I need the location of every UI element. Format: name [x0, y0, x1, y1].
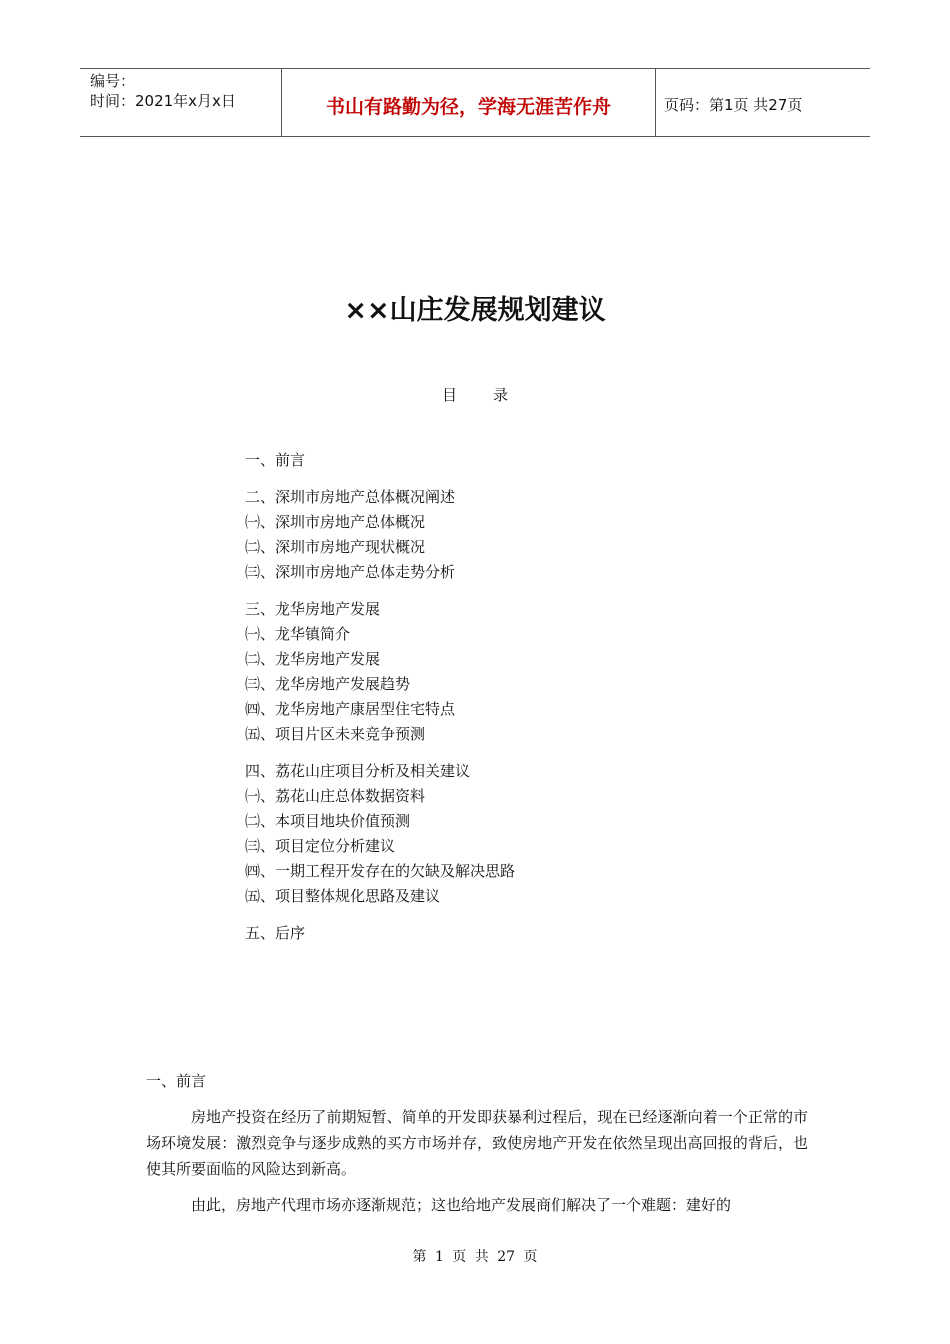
toc-heading: 目录 [441, 386, 544, 404]
document-title: ××山庄发展规划建议 [344, 295, 606, 326]
toc-item[interactable]: ㈤、项目整体规化思路及建议 [245, 887, 441, 905]
header-divider-right [655, 68, 656, 136]
toc-item[interactable]: ㈢、深圳市房地产总体走势分析 [245, 563, 456, 581]
toc-item[interactable]: ㈡、龙华房地产发展 [245, 650, 381, 668]
toc-item[interactable]: ㈡、深圳市房地产现状概况 [245, 538, 426, 556]
header-number-label: 编号： [90, 72, 136, 90]
header-page-info: 页码：第1页 共27页 [664, 96, 803, 114]
header-top-border [80, 68, 870, 69]
toc-group [245, 448, 515, 473]
toc-group [245, 597, 515, 747]
header-motto: 书山有路勤为径，学海无涯苦作舟 [325, 96, 611, 118]
toc-item[interactable]: ㈠、龙华镇简介 [245, 625, 351, 643]
table-of-contents [245, 448, 515, 958]
page-footer: 第 1 页 共 27 页 [412, 1249, 538, 1265]
toc-group [245, 921, 515, 946]
body-paragraph: 由此，房地产代理市场亦逐渐规范；这也给地产发展商们解决了一个难题：建好的 [191, 1196, 732, 1214]
toc-item[interactable]: ㈣、龙华房地产康居型住宅特点 [245, 700, 456, 718]
body-paragraph: 房地产投资在经历了前期短暂、简单的开发即获暴利过程后，现在已经逐渐向着一个正常的市场环境发展：激烈竞争与逐步成熟的买方市场并存，致使房地产开发在依然呈现出高回报的背后，也使其所要面临的风险达到新高。 [146, 1108, 808, 1178]
toc-item[interactable]: 一、前言 [245, 451, 306, 469]
toc-group [245, 485, 515, 585]
toc-item[interactable]: ㈠、荔花山庄总体数据资料 [245, 787, 426, 805]
toc-item[interactable]: ㈢、龙华房地产发展趋势 [245, 675, 411, 693]
toc-item[interactable]: ㈢、项目定位分析建议 [245, 837, 396, 855]
header-bottom-border [80, 136, 870, 137]
toc-item[interactable]: ㈣、一期工程开发存在的欠缺及解决思路 [245, 862, 516, 880]
toc-group [245, 759, 515, 909]
header-time-label: 时间：2021年x月x日 [90, 92, 236, 110]
section-heading: 一、前言 [146, 1072, 207, 1090]
toc-item[interactable]: ㈤、项目片区未来竞争预测 [245, 725, 426, 743]
toc-item[interactable]: ㈡、本项目地块价值预测 [245, 812, 411, 830]
toc-item[interactable]: 五、后序 [245, 924, 306, 942]
toc-item[interactable]: 三、龙华房地产发展 [245, 600, 381, 618]
toc-item[interactable]: 二、深圳市房地产总体概况阐述 [245, 488, 456, 506]
toc-item[interactable]: ㈠、深圳市房地产总体概况 [245, 513, 426, 531]
toc-item[interactable]: 四、荔花山庄项目分析及相关建议 [245, 762, 471, 780]
